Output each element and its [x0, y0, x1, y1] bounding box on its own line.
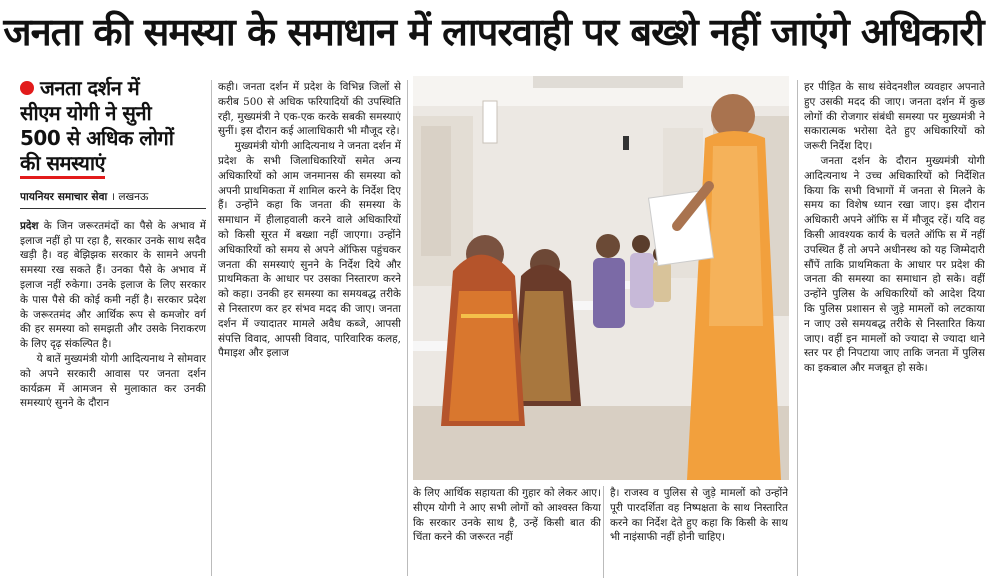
kicker: [20, 76, 206, 176]
column-rule: [797, 80, 798, 576]
column-2: [218, 80, 401, 585]
byline: [20, 190, 206, 209]
column-rule: [603, 486, 604, 578]
column-3: [413, 486, 601, 581]
paragraph-text: के जिन जरूरतमंदों का पैसे के अभाव में इलाज नहीं हो पा रहा है, सरकार उनके साथ सदैव खड़ी है। वह बेझिझक सरकार के सामने अपनी समस्या रख सकते हैं। उनका पैसे के अभाव में इलाज नहीं रुकेगा। उनके इलाज के लिए सरकार के पास पैसे की कोई कमी नहीं है। सरकार प्रदेश के जरूरतमंद और आर्थिक रूप से कमजोर वर्ग की हर समस्या को समझती और उसके निराकरण के लिए दृढ़ संकल्पित है।: [20, 219, 206, 351]
paragraph: है। राजस्व व पुलिस से जुड़े मामलों को उन्होंने पूरी पारदर्शिता वह निष्पक्षता के साथ निस्तारित करने का निर्देश देते हुए कहा कि किसी के साथ भी नाइंसाफी नहीं होनी चाहिए।: [610, 487, 788, 544]
column-rule: [407, 80, 408, 576]
photo-illustration: [413, 76, 789, 480]
kicker-line-4: की समस्याएं: [20, 151, 105, 179]
kicker-line-2: सीएम योगी ने सुनी: [20, 101, 152, 125]
lead-word: प्रदेश: [20, 219, 39, 232]
paragraph: मुख्यमंत्री योगी आदित्यनाथ ने जनता दर्शन में प्रदेश के सभी जिलाधिकारियों समेत अन्य अधिकारियों को आम जनमानस की समस्या को अपनी प्राथमिकता में शामिल करने के निर्देश दिए हैं। उन्होंने कहा कि जनता की समस्या के समाधान में हीलाहवाली करने वाले अधिकारियों को किसी सूरत में बख्शा नहीं जाएगा। उन्होंने अधिकारियों को समय से अपने ऑफिस पहुंचकर जनता की समस्याएं सुनने के निर्देश दिये और प्राथमिकता के आधार पर उसका निस्तारण करने को कहा। उनकी हर समस्या का समयबद्ध तरीके से निस्तारण कर हर संभव मदद की जाए। जनता दर्शन में ज्यादातर मामले अवैध कब्जे, आपसी संपत्ति विवाद, आपसी विवाद, पारिवारिक कलह, पैमाइश और इलाज: [218, 140, 401, 360]
kicker-line-3: 500 से अधिक लोगों: [20, 126, 174, 150]
paragraph: हर पीड़ित के साथ संवेदनशील व्यवहार अपनाते हुए उसकी मदद की जाए। जनता दर्शन में कुछ लोगों की रोजगार संबंधी समस्या पर मुख्यमंत्री ने सकारात्मक भरोसा देते हुए अधिकारियों को जरूरी निर्देश दिए।: [804, 81, 985, 153]
paragraph: कही। जनता दर्शन में प्रदेश के विभिन्न जिलों से करीब 500 से अधिक फरियादियों की उपस्थिति रही, मुख्यमंत्री ने एक-एक करके सबकी समस्याएं सुनीं। इस दौरान कई आलाधिकारी भी मौजूद रहे।: [218, 81, 401, 138]
news-photo: [413, 76, 789, 480]
paragraph: के लिए आर्थिक सहायता की गुहार को लेकर आए। सीएम योगी ने आए सभी लोगों को आश्वस्त किया कि सरकार उनके साथ है, उन्हें किसी बात की चिंता करने की जरूरत नहीं: [413, 487, 601, 544]
paragraph: जनता दर्शन के दौरान मुख्यमंत्री योगी आदित्यनाथ ने उच्च अधिकारियों को निर्देशित किया कि सभी विभागों में जनता से मिलने के समय का विशेष ध्यान रखा जाए। इस दौरान अधिकारी अपने ऑफि स में मौजूद रहें। यदि वह किसी आवश्यक कार्य के चलते ऑफि स में नहीं उपस्थित हैं तो अपने अधीनस्थ को यह जिम्मेदारी सौंपें ताकि प्राथमिकता के आधार पर प्रदेश की जनता की समस्या का समाधान हो सके। वहीं उन्होंने पुलिस के अधिकारियों को आदेश दिया कि पुलिस प्रशासन से जुड़े मामलों को लटकाया न जाए उसे समयबद्ध तरीके से निस्तारित किया जाए। वहीं इन मामलों को ज्यादा से ज्यादा थाने स्तर पर ही निपटाया जाए ताकि जनता में पुलिस का इकबाल और मजबूत हो सके।: [804, 154, 985, 375]
headline: जनता की समस्या के समाधान में लापरवाही पर बख्शे नहीं जाएंगे अधिकारी: [3, 10, 984, 54]
column-rule: [211, 80, 212, 576]
paragraph: ये बातें मुख्यमंत्री योगी आदित्यनाथ ने सोमवार को अपने सरकारी आवास पर जनता दर्शन कार्यक्रम में आमजन से मुलाकात कर उनकी समस्याएं सुनने के दौरान: [20, 352, 206, 410]
column-4: [610, 486, 788, 581]
bullet-dot-icon: [20, 81, 34, 95]
kicker-line-1: जनता दर्शन में: [40, 76, 140, 100]
paragraph: [20, 219, 206, 352]
byline-agency: पायनियर समाचार सेवा: [20, 191, 108, 203]
byline-place: । लखनऊ: [110, 191, 149, 203]
column-5: [804, 80, 985, 585]
column-1: [20, 76, 206, 581]
